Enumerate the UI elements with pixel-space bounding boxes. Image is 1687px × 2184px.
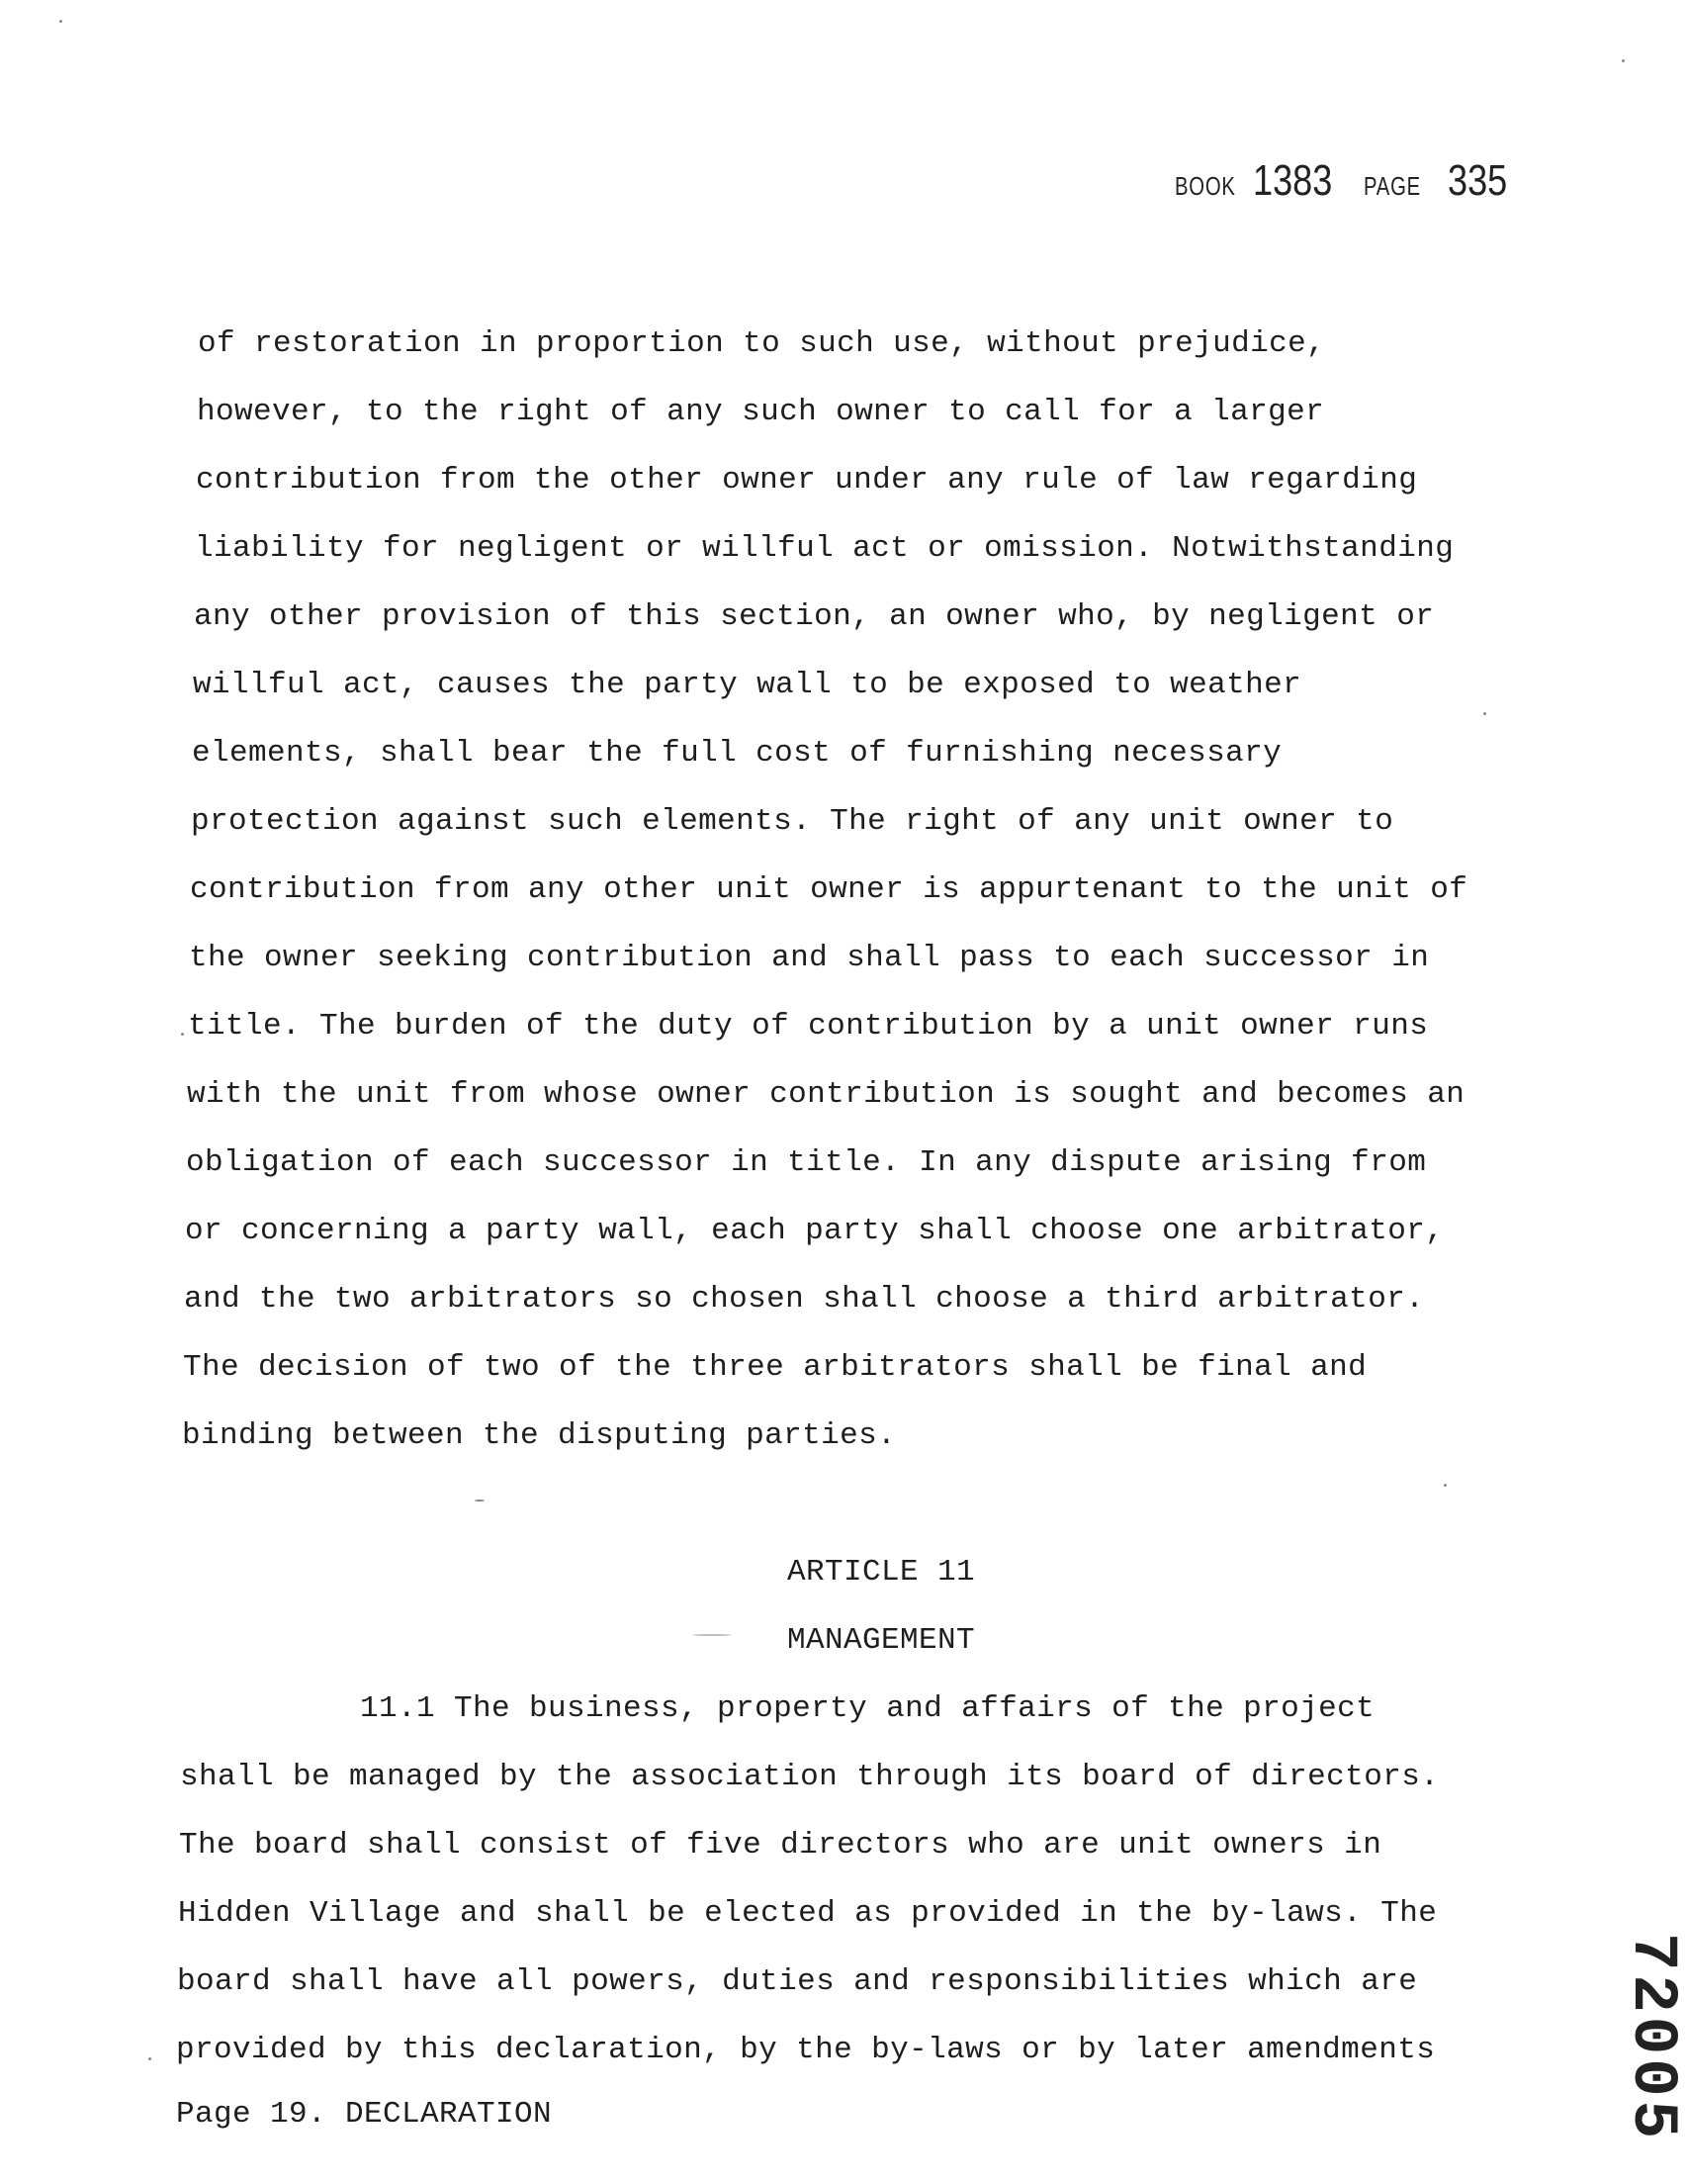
- body-line: however, to the right of any such owner to call for a larger: [197, 395, 1325, 429]
- article-heading: ARTICLE 11: [787, 1555, 976, 1590]
- book-label: BOOK: [1175, 171, 1236, 201]
- body-line: title. The burden of the duty of contribution by a unit owner runs: [188, 1009, 1429, 1044]
- body-line: elements, shall bear the full cost of furnishing necessary: [192, 736, 1283, 771]
- scan-speck: [1622, 59, 1625, 62]
- book-page-header: [1175, 156, 1521, 206]
- body-line: protection against such elements. The right of any unit owner to: [191, 804, 1394, 839]
- section-line: Hidden Village and shall be elected as provided in the by-laws. The: [178, 1896, 1438, 1931]
- page-label: PAGE: [1364, 171, 1422, 201]
- section-line: The board shall consist of five directors who are unit owners in: [179, 1828, 1382, 1863]
- body-line: The decision of two of the three arbitrators shall be final and: [183, 1350, 1368, 1385]
- body-line: liability for negligent or willful act or omission. Notwithstanding: [195, 531, 1455, 566]
- section-line: provided by this declaration, by the by-laws or by later amendments: [176, 2033, 1436, 2067]
- scan-speck: [59, 20, 62, 23]
- body-line: the owner seeking contribution and shall pass to each successor in: [189, 941, 1430, 975]
- scan-speck: [692, 1634, 732, 1636]
- section-line: 11.1 The business, property and affairs of the project: [360, 1691, 1376, 1726]
- scan-speck: [475, 1500, 485, 1502]
- body-line: obligation of each successor in title. In any dispute arising from: [186, 1145, 1427, 1180]
- page-footer: Page 19. DECLARATION: [176, 2097, 553, 2132]
- body-line: of restoration in proportion to such use, without prejudice,: [198, 326, 1326, 361]
- scan-speck: [148, 2057, 151, 2060]
- body-line: with the unit from whose owner contribution is sought and becomes an: [187, 1077, 1465, 1112]
- body-line: and the two arbitrators so chosen shall choose a third arbitrator.: [184, 1282, 1425, 1317]
- body-line: contribution from the other owner under any rule of law regarding: [196, 463, 1418, 498]
- page-number: 335: [1448, 156, 1508, 205]
- scan-speck: [1483, 712, 1486, 715]
- article-title: MANAGEMENT: [787, 1623, 976, 1658]
- body-line: any other provision of this section, an owner who, by negligent or: [194, 599, 1435, 634]
- section-line: shall be managed by the association through its board of directors.: [180, 1760, 1440, 1794]
- scan-speck: [1444, 1484, 1447, 1487]
- body-line: or concerning a party wall, each party shall choose one arbitrator,: [185, 1214, 1445, 1248]
- body-line: binding between the disputing parties.: [182, 1418, 897, 1453]
- body-line: willful act, causes the party wall to be exposed to weather: [193, 668, 1302, 702]
- body-line: contribution from any other unit owner is appurtenant to the unit of: [190, 872, 1468, 907]
- stamp-text: 72005: [1616, 1932, 1687, 2143]
- section-line: board shall have all powers, duties and responsibilities which are: [177, 1964, 1418, 1999]
- recording-number-stamp: [1616, 1909, 1687, 2166]
- book-number: 1383: [1253, 156, 1333, 205]
- scan-speck: [181, 1033, 184, 1036]
